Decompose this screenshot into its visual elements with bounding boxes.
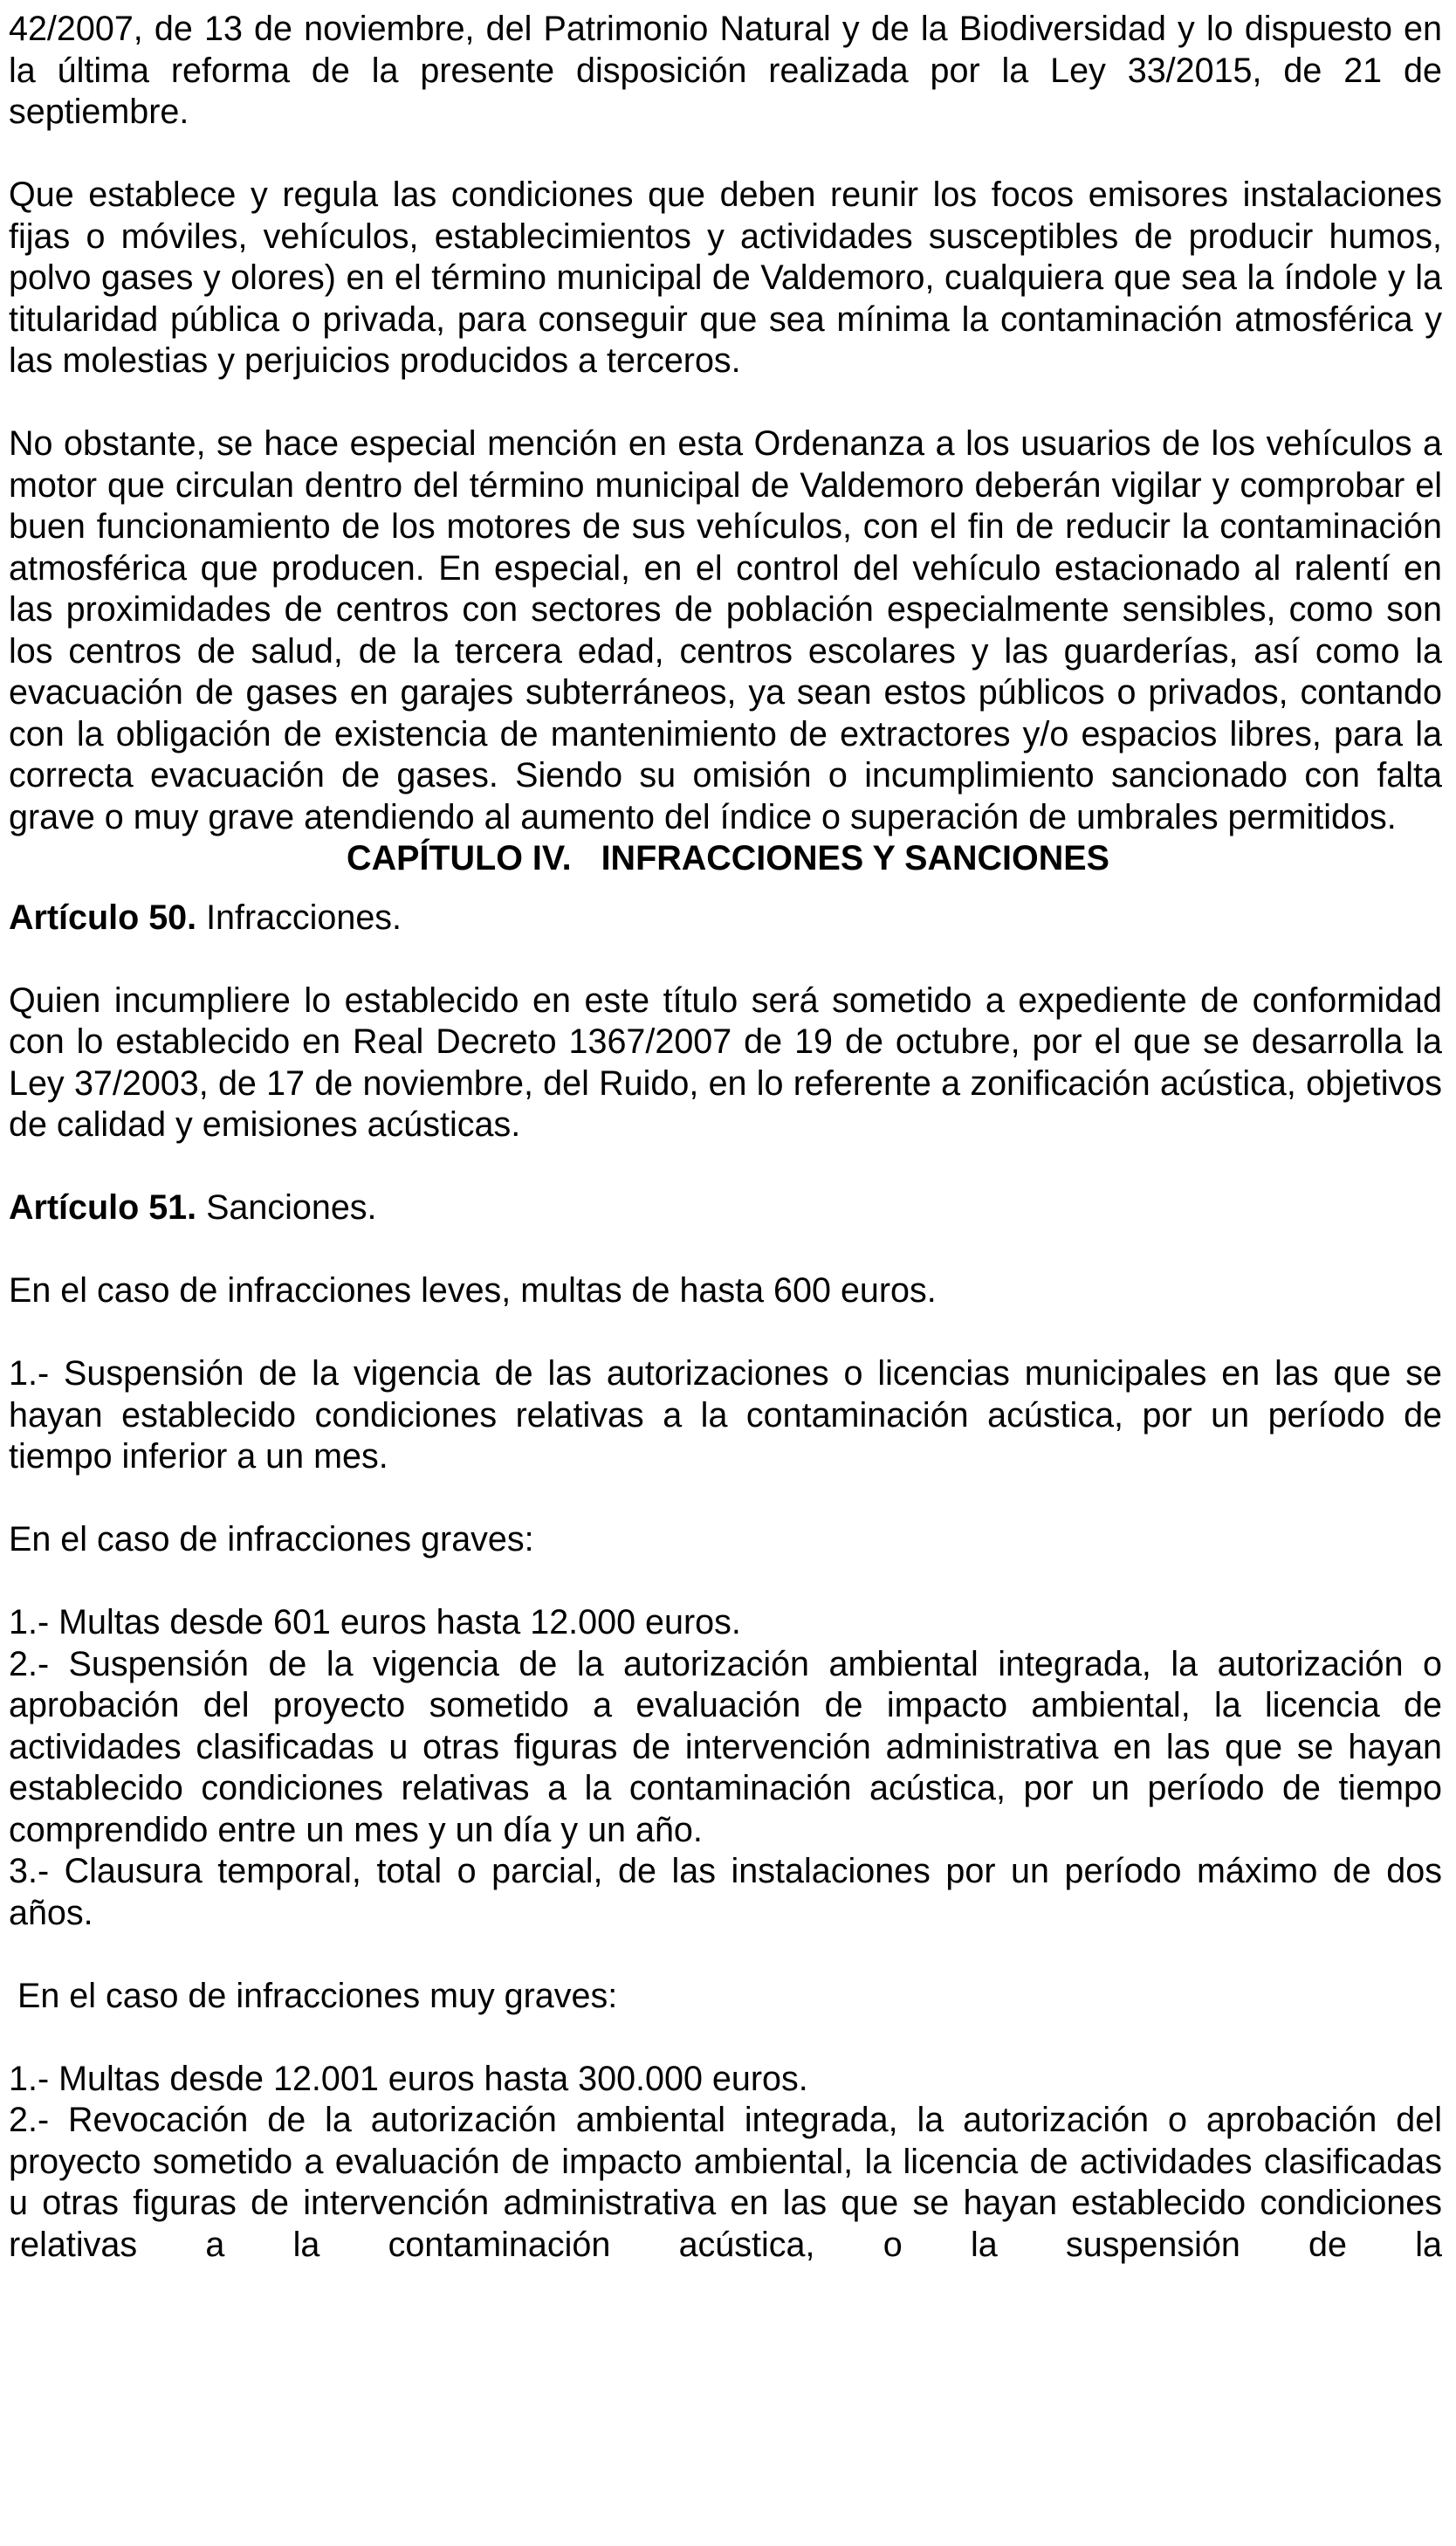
graves-item-3: 3.- Clausura temporal, total o parcial, de las instalaciones por un período máximo de dos años. xyxy=(9,1852,1442,1932)
article-51-heading xyxy=(9,1187,1442,1229)
article-50-heading xyxy=(9,898,1442,939)
article-51-label: Artículo 51. xyxy=(9,1188,197,1227)
article-50-body: Quien incumpliere lo establecido en este título será sometido a expediente de conformidad con lo establecido en Real Decreto 1367/2007 de 19 de octubre, por el que se desarrolla la Ley 37/2003, de 17 de noviembre, del Ruido, en lo referente a zonificación acústica, objetivos de calidad y emisiones acústicas. xyxy=(9,981,1442,1144)
graves-intro: En el caso de infracciones graves: xyxy=(9,1520,534,1559)
muy-graves-item-1: 1.- Multas desde 12.001 euros hasta 300.000 euros. xyxy=(9,2059,808,2098)
paragraph-legal-reference: 42/2007, de 13 de noviembre, del Patrimonio Natural y de la Biodiversidad y lo dispuesto en la última reforma de la presente disposición realizada por la Ley 33/2015, de 21 de septiembre. xyxy=(9,10,1442,131)
paragraph-vehicles: No obstante, se hace especial mención en esta Ordenanza a los usuarios de los vehículos a motor que circulan dentro del término municipal de Valdemoro deberán vigilar y comprobar el buen funcionamiento de los motores de sus vehículos, con el fin de reducir la contaminación atmosférica que producen. En especial, en el control del vehículo estacionado al ralentí en las proximidades de centros con sectores de población especialmente sensibles, como son los centros de salud, de la tercera edad, centros escolares y las guarderías, así como la evacuación de gases en garajes subterráneos, ya sean estos públicos o privados, contando con la obligación de existencia de mantenimiento de extractores y/o espacios libres, para la correcta evacuación de gases. Siendo su omisión o incumplimiento sancionado con falta grave o muy grave atendiendo al aumento del índice o superación de umbrales permitidos. xyxy=(9,424,1442,836)
muy-graves-item-2: 2.- Revocación de la autorización ambiental integrada, la autorización o aprobación del proyecto sometido a evaluación de impacto ambiental, la licencia de actividades clasificadas u otras figuras de intervención administrativa en las que se hayan establecido condiciones relativas a la contaminación acústica, o la suspensión de la xyxy=(9,2101,1442,2264)
muy-graves-intro: En el caso de infracciones muy graves: xyxy=(17,1976,618,2015)
article-51-name: Sanciones. xyxy=(196,1188,377,1227)
chapter-heading xyxy=(9,838,1442,880)
chapter-title: INFRACCIONES Y SANCIONES xyxy=(601,839,1109,877)
graves-item-1: 1.- Multas desde 601 euros hasta 12.000 euros. xyxy=(9,1603,741,1641)
leves-intro: En el caso de infracciones leves, multas de hasta 600 euros. xyxy=(9,1271,937,1310)
article-50-name: Infracciones. xyxy=(196,898,402,937)
paragraph-scope: Que establece y regula las condiciones que deben reunir los focos emisores instalaciones fijas o móviles, vehículos, establecimientos y actividades susceptibles de producir humos, polvo gases y olores) en el término municipal de Valdemoro, cualquiera que sea la índole y la titularidad pública o privada, para conseguir que sea mínima la contaminación atmosférica y las molestias y perjuicios producidos a terceros. xyxy=(9,175,1442,380)
document-page xyxy=(9,9,1442,2266)
leves-item-1: 1.- Suspensión de la vigencia de las autorizaciones o licencias municipales en las que se hayan establecido condiciones relativas a la contaminación acústica, por un período de tiempo inferior a un mes. xyxy=(9,1354,1442,1476)
graves-item-2: 2.- Suspensión de la vigencia de la autorización ambiental integrada, la autorización o aprobación del proyecto sometido a evaluación de impacto ambiental, la licencia de actividades clasificadas u otras figuras de intervención administrativa en las que se hayan establecido condiciones relativas a la contaminación acústica, por un período de tiempo comprendido entre un mes y un día y un año. xyxy=(9,1644,1442,1849)
chapter-number: CAPÍTULO IV. xyxy=(347,839,572,877)
article-50-label: Artículo 50. xyxy=(9,898,197,937)
